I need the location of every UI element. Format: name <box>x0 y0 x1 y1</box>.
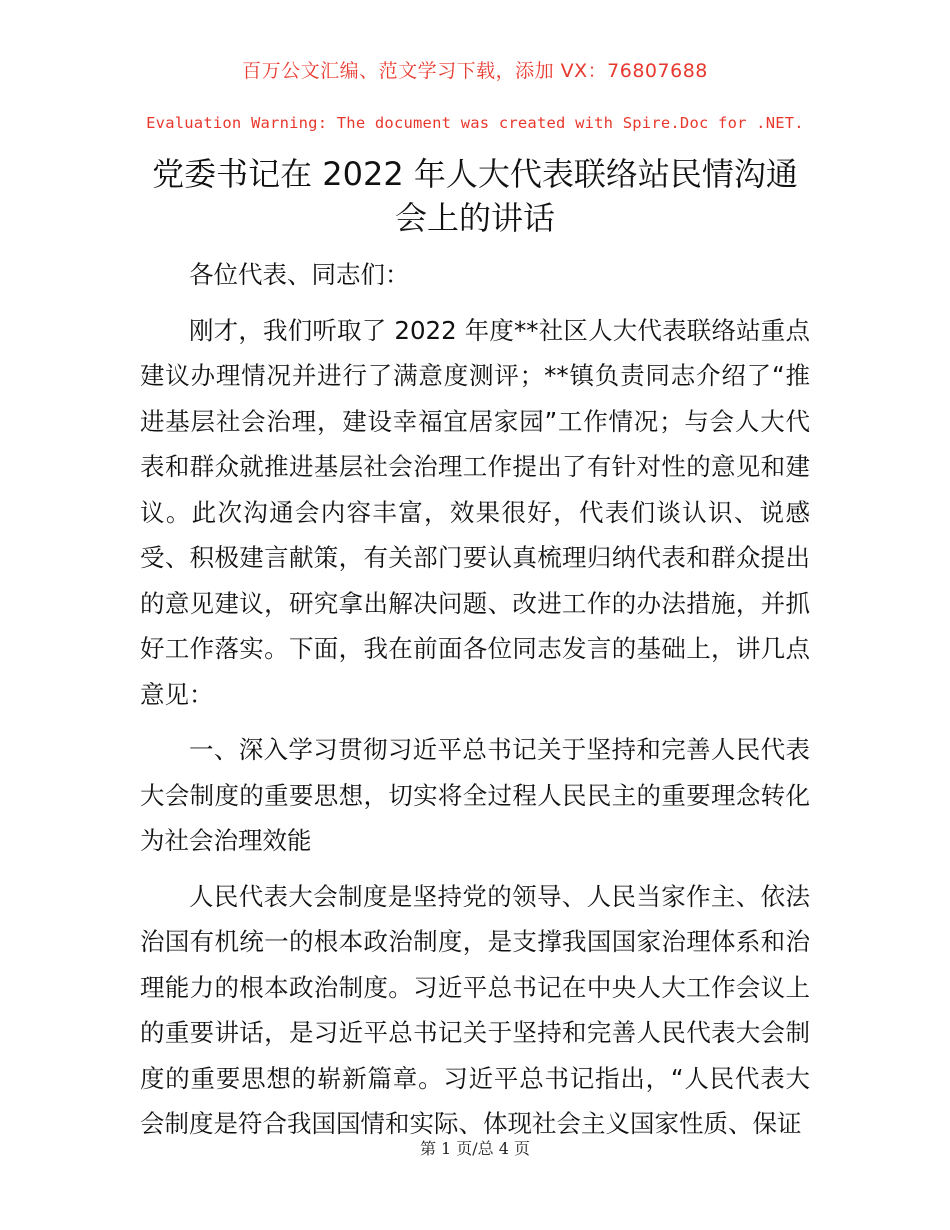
document-body <box>140 252 810 1157</box>
body-paragraph: 人民代表大会制度是坚持党的领导、人民当家作主、依法治国有机统一的根本政治制度，是支撑我国国家治理体系和治理能力的根本政治制度。习近平总书记在中央人大工作会议上的重要讲话，是习近平总书记关于坚持和完善人民代表大会制度的重要思想的崭新篇章。习近平总书记指出，“人民代表大会制度是符合我国国情和实际、体现社会主义国家性质、保证 <box>140 881 810 1138</box>
section-heading-paragraph: 一、深入学习贯彻习近平总书记关于坚持和完善人民代表大会制度的重要思想，切实将全过程人民民主的重要理念转化为社会治理效能 <box>140 735 810 855</box>
salutation-paragraph: 各位代表、同志们： <box>189 260 410 289</box>
body-paragraph: 刚才，我们听取了 2022 年度**社区人大代表联络站重点建议办理情况并进行了满意度测评；**镇负责同志介绍了“推进基层社会治理，建设幸福宜居家园”工作情况；与会人大代表和群众就推进基层社会治理工作提出了有针对性的意见和建议。此次沟通会内容丰富，效果很好，代表们谈认识、说感受、积极建言献策，有关部门要认真梳理归纳代表和群众提出的意见建议，研究拿出解决问题、改进工作的办法措施，并抓好工作落实。下面，我在前面各位同志发言的基础上，讲几点意见： <box>140 315 810 709</box>
evaluation-warning: Evaluation Warning: The document was created with Spire.Doc for .NET. <box>146 114 804 132</box>
page-number-footer: 第 1 页/总 4 页 <box>419 1139 531 1158</box>
header-banner: 百万公文汇编、范文学习下载，添加 VX：76807688 <box>242 60 708 82</box>
document-title: 党委书记在 2022 年人大代表联络站民情沟通会上的讲话 <box>152 155 798 237</box>
